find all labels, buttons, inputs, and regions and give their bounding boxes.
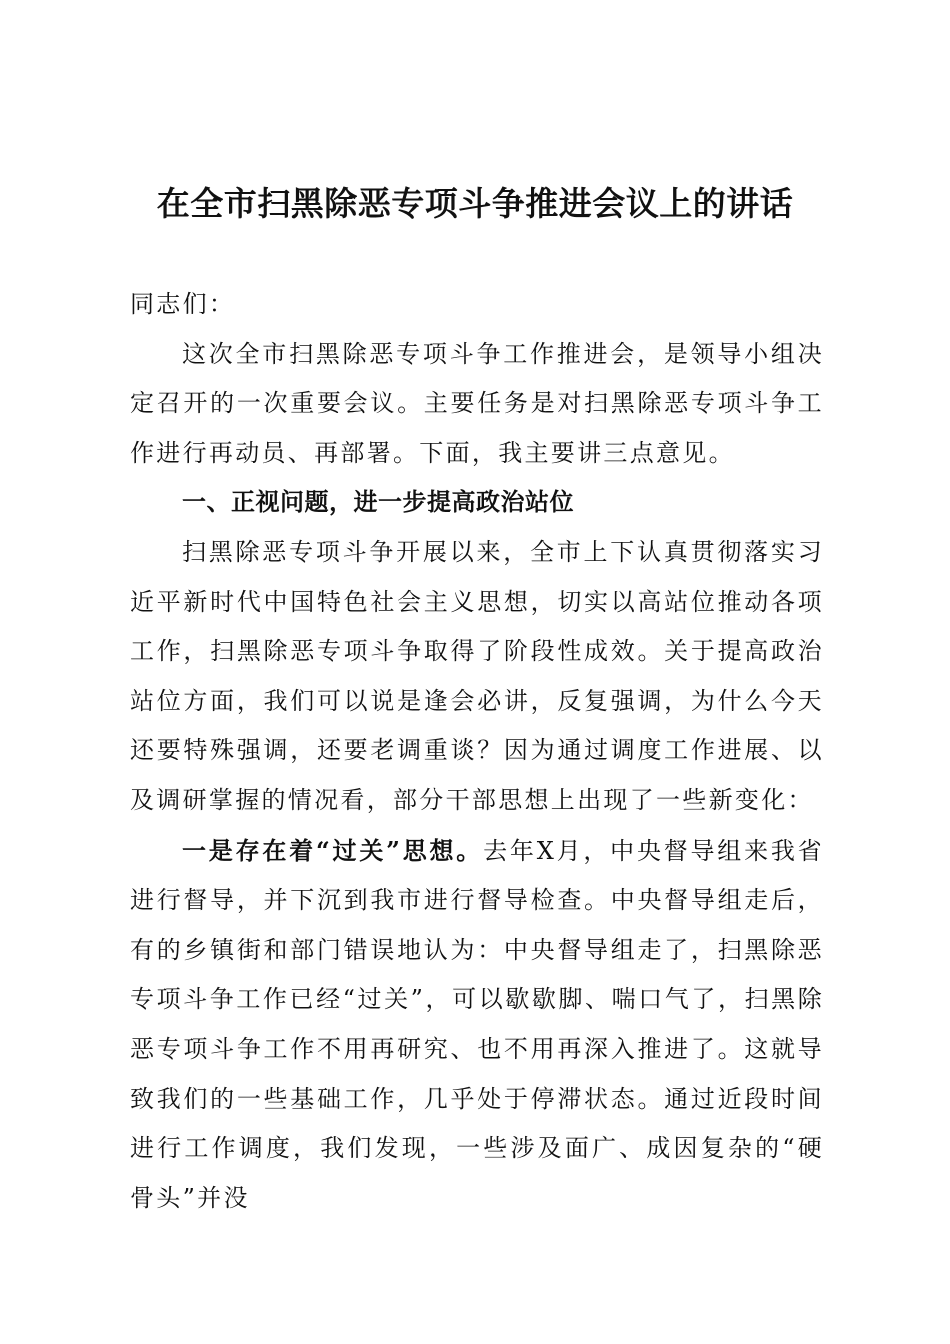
point-1-paragraph [130,826,824,1224]
point-1-body: 去年X月，中央督导组来我省进行督导，并下沉到我市进行督导检查。中央督导组走后，有的乡镇街和部门错误地认为：中央督导组走了，扫黑除恶专项斗争工作已经“过关”，可以歇歇脚、喘口气了，扫黑除恶专项斗争工作不用再研究、也不用再深入推进了。这就导致我们的一些基础工作，几乎处于停滞状态。通过近段时间进行工作调度，我们发现，一些涉及面广、成因复杂的“硬骨头”并没 [130,836,824,1212]
salutation: 同志们： [130,290,236,318]
document-body [130,280,824,1223]
intro-paragraph: 这次全市扫黑除恶专项斗争工作推进会，是领导小组决定召开的一次重要会议。主要任务是对扫黑除恶专项斗争工作进行再动员、再部署。下面，我主要讲三点意见。 [130,339,824,467]
section-heading-1: 一、正视问题，进一步提高政治站位 [182,488,574,517]
document-title: 在全市扫黑除恶专项斗争推进会议上的讲话 [156,184,794,223]
section-1-paragraph: 扫黑除恶专项斗争开展以来，全市上下认真贯彻落实习近平新时代中国特色社会主义思想，切实以高站位推动各项工作，扫黑除恶专项斗争取得了阶段性成效。关于提高政治站位方面，我们可以说是逢会必讲，反复强调，为什么今天还要特殊强调，还要老调重谈？因为通过调度工作进展、以及调研掌握的情况看，部分干部思想上出现了一些新变化： [130,537,824,814]
point-1-lead: 一是存在着“过关”思想。 [182,835,484,865]
